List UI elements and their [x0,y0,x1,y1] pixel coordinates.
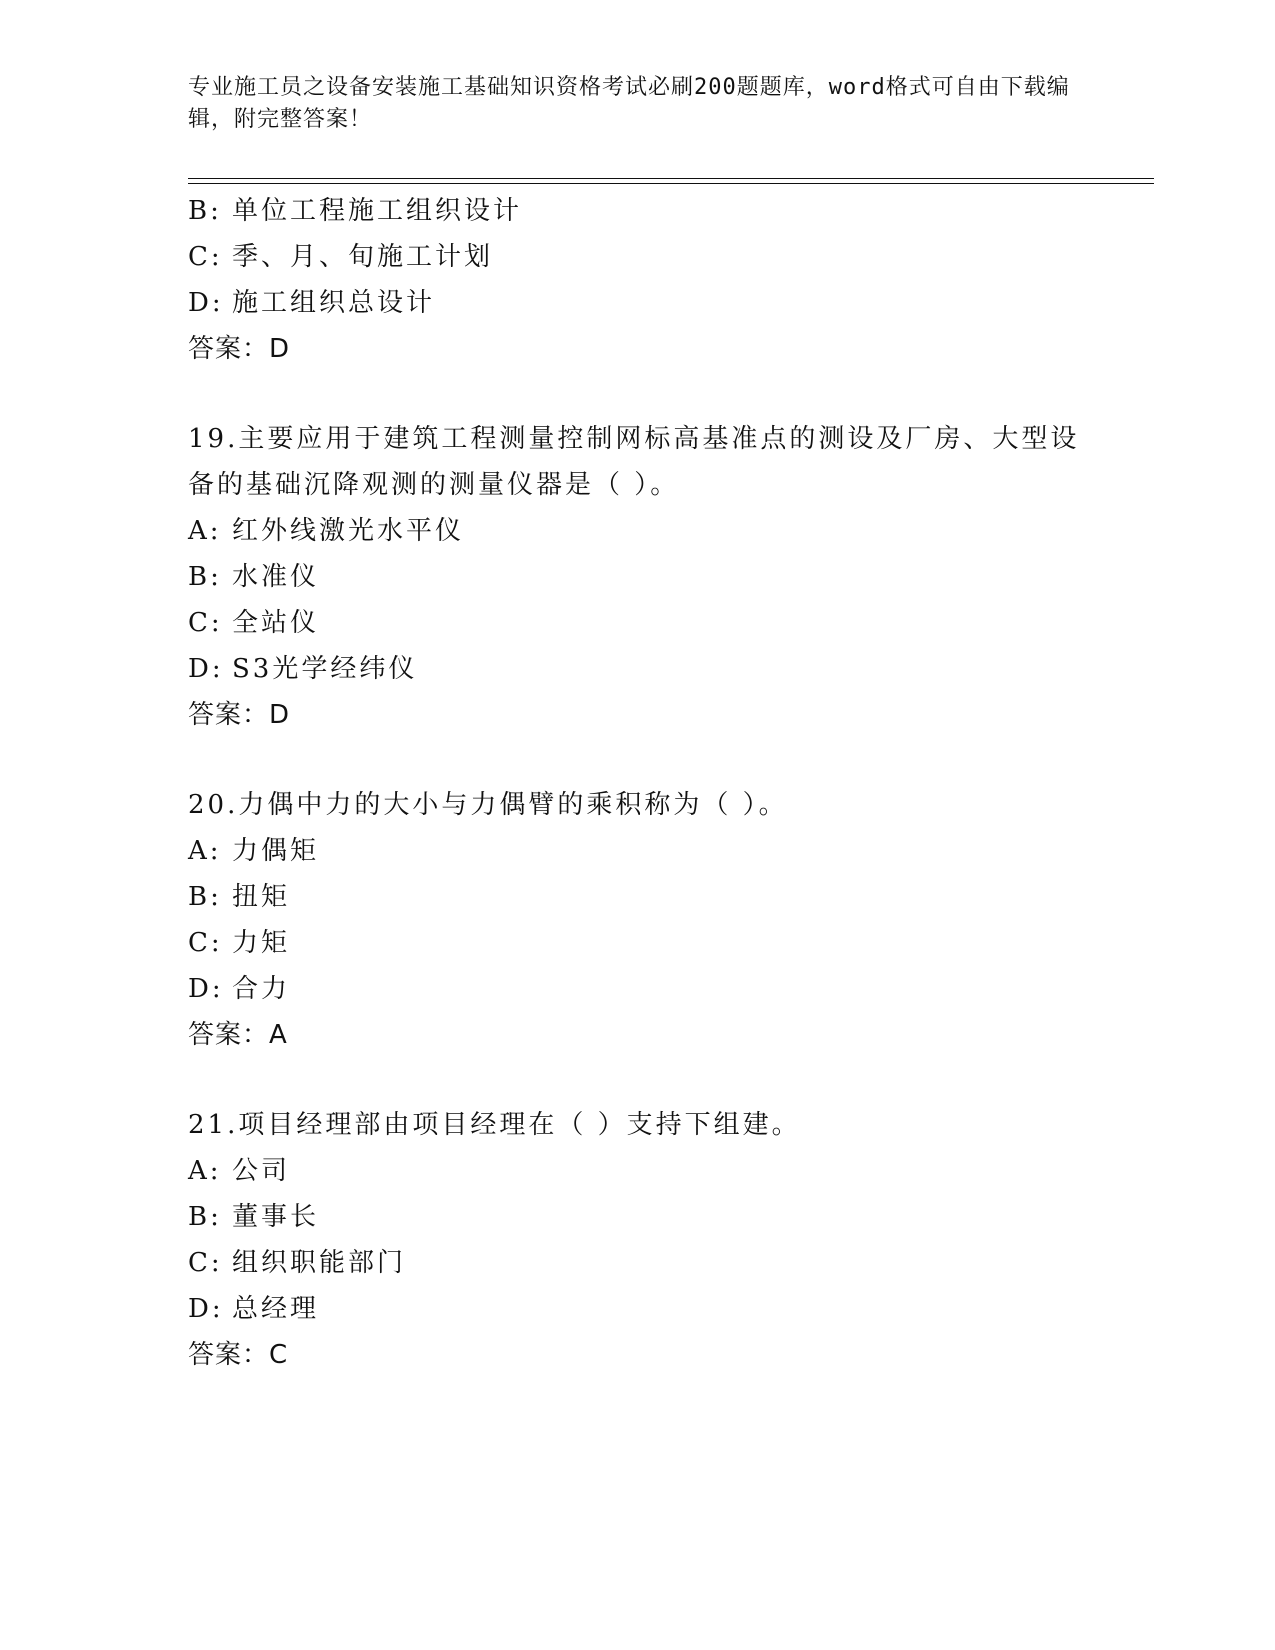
option-text: 扭矩 [232,882,291,912]
option-label: D: [188,1294,224,1324]
option-b [188,1194,1148,1240]
option-text: 组织职能部门 [232,1248,407,1278]
question-text: 21.项目经理部由项目经理在（ ）支持下组建。 [188,1110,801,1140]
question-text: 19.主要应用于建筑工程测量控制网标高基准点的测设及厂房、大型设备的基础沉降观测的测量仪器是（ ）。 [188,424,1080,500]
option-a [188,1148,1148,1194]
option-b [188,874,1148,920]
option-label: A: [188,836,222,866]
option-d [188,646,1148,692]
document-header: 专业施工员之设备安装施工基础知识资格考试必刷200题题库，word格式可自由下载编辑，附完整答案！ [188,75,1070,132]
option-label: D: [188,288,224,318]
option-c [188,600,1148,646]
option-label: A: [188,516,222,546]
option-text: 公司 [232,1156,291,1186]
option-label: B: [188,1202,222,1232]
option-text: S3光学经纬仪 [232,654,418,684]
option-a [188,828,1148,874]
answer-line: 答案：D [188,334,291,364]
option-text: 全站仪 [232,608,320,638]
option-text: 施工组织总设计 [232,288,436,318]
question-block [188,1102,1148,1378]
option-text: 单位工程施工组织设计 [232,196,523,226]
option-d [188,966,1148,1012]
answer-line: 答案：A [188,1020,288,1050]
block-gap [188,372,1148,416]
option-c [188,234,1148,280]
option-label: D: [188,654,224,684]
option-b [188,188,1148,234]
option-c [188,1240,1148,1286]
question-block [188,188,1148,372]
block-gap [188,738,1148,782]
option-label: D: [188,974,224,1004]
option-text: 季、月、旬施工计划 [232,242,494,272]
option-label: B: [188,882,222,912]
option-label: C: [188,1248,223,1278]
option-b [188,554,1148,600]
option-label: B: [188,562,222,592]
option-label: B: [188,196,222,226]
question-list [188,188,1148,1378]
option-label: A: [188,1156,222,1186]
option-label: C: [188,608,223,638]
option-a [188,508,1148,554]
block-gap [188,1058,1148,1102]
answer-line: 答案：D [188,700,291,730]
header-rule-bottom [188,183,1154,184]
option-d [188,1286,1148,1332]
option-label: C: [188,928,223,958]
option-label: C: [188,242,223,272]
option-text: 总经理 [232,1294,320,1324]
option-d [188,280,1148,326]
question-text: 20.力偶中力的大小与力偶臂的乘积称为（ ）。 [188,790,788,820]
option-text: 力矩 [232,928,291,958]
header-rule-top [188,178,1154,179]
question-block [188,416,1148,738]
option-text: 力偶矩 [232,836,320,866]
option-text: 合力 [232,974,291,1004]
answer-line: 答案：C [188,1340,289,1370]
option-text: 水准仪 [232,562,320,592]
question-block [188,782,1148,1058]
option-text: 红外线激光水平仪 [232,516,465,546]
option-text: 董事长 [232,1202,320,1232]
option-c [188,920,1148,966]
